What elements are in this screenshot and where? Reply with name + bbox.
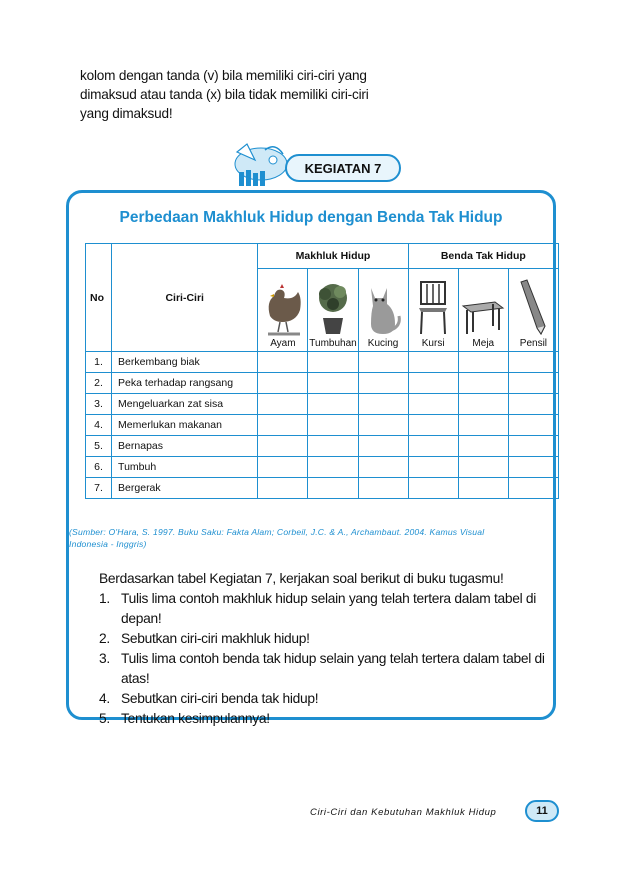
panel-title: Perbedaan Makhluk Hidup dengan Benda Tak Hidup <box>119 209 503 226</box>
answer-cell[interactable] <box>408 478 458 499</box>
page-number: 11 <box>525 800 559 822</box>
answer-cell[interactable] <box>358 478 408 499</box>
item-label: Pensil <box>519 338 548 349</box>
answer-cell[interactable] <box>358 457 408 478</box>
source-citation <box>69 526 559 550</box>
answer-cell[interactable] <box>458 415 508 436</box>
question-item <box>99 649 559 689</box>
row-number: 1. <box>86 352 112 373</box>
item-kursi <box>408 269 458 352</box>
questions <box>99 569 559 729</box>
question-number: 4. <box>99 691 110 706</box>
header-no: No <box>86 244 112 352</box>
table-icon <box>461 292 505 336</box>
running-title: Ciri-Ciri dan Kebutuhan Makhluk Hidup <box>310 807 497 818</box>
answer-cell[interactable] <box>508 415 558 436</box>
row-trait: Bergerak <box>112 478 258 499</box>
answer-cell[interactable] <box>458 457 508 478</box>
answer-cell[interactable] <box>258 478 308 499</box>
row-number: 4. <box>86 415 112 436</box>
answer-cell[interactable] <box>258 415 308 436</box>
answer-cell[interactable] <box>358 352 408 373</box>
intro-paragraph <box>80 66 440 123</box>
table-row <box>86 373 559 394</box>
table-row <box>86 394 559 415</box>
table-row <box>86 457 559 478</box>
pencil-icon <box>515 278 551 336</box>
row-number: 6. <box>86 457 112 478</box>
question-item <box>99 709 559 729</box>
answer-cell[interactable] <box>408 352 458 373</box>
row-trait: Mengeluarkan zat sisa <box>112 394 258 415</box>
question-number: 1. <box>99 591 110 606</box>
question-text: Sebutkan ciri-ciri benda tak hidup! <box>121 691 319 706</box>
answer-cell[interactable] <box>458 436 508 457</box>
intro-line: dimaksud atau tanda (x) bila tidak memiliki ciri-ciri <box>80 87 369 102</box>
question-text: Sebutkan ciri-ciri makhluk hidup! <box>121 631 310 646</box>
answer-cell[interactable] <box>308 415 358 436</box>
answer-cell[interactable] <box>408 394 458 415</box>
question-text: Tulis lima contoh makhluk hidup selain yang telah tertera dalam tabel di depan! <box>121 591 537 626</box>
intro-line: kolom dengan tanda (v) bila memiliki ciri-ciri yang <box>80 68 367 83</box>
answer-cell[interactable] <box>308 394 358 415</box>
item-tumbuhan <box>308 269 358 352</box>
question-number: 3. <box>99 651 110 666</box>
item-label: Kucing <box>367 338 399 349</box>
question-item <box>99 689 559 709</box>
answer-cell[interactable] <box>458 352 508 373</box>
question-list <box>99 589 559 729</box>
answer-cell[interactable] <box>508 394 558 415</box>
row-trait: Berkembang biak <box>112 352 258 373</box>
answer-cell[interactable] <box>458 394 508 415</box>
table-row <box>86 415 559 436</box>
question-number: 2. <box>99 631 110 646</box>
answer-cell[interactable] <box>308 457 358 478</box>
answer-cell[interactable] <box>408 373 458 394</box>
activity-badge: KEGIATAN 7 <box>285 154 401 182</box>
source-line: Indonesia - Inggris) <box>69 539 147 549</box>
table-row <box>86 352 559 373</box>
answer-cell[interactable] <box>508 436 558 457</box>
answer-cell[interactable] <box>458 478 508 499</box>
item-label: Meja <box>472 338 495 349</box>
question-text: Tulis lima contoh benda tak hidup selain yang telah tertera dalam tabel di atas! <box>121 651 545 686</box>
item-pensil <box>508 269 558 352</box>
question-text: Tentukan kesimpulannya! <box>121 711 270 726</box>
answer-cell[interactable] <box>358 373 408 394</box>
answer-cell[interactable] <box>358 415 408 436</box>
answer-cell[interactable] <box>408 457 458 478</box>
item-meja <box>458 269 508 352</box>
activity-header <box>225 140 405 192</box>
intro-line: yang dimaksud! <box>80 106 173 121</box>
item-kucing <box>358 269 408 352</box>
row-number: 7. <box>86 478 112 499</box>
item-label: Kursi <box>421 338 445 349</box>
answer-cell[interactable] <box>258 394 308 415</box>
row-trait: Tumbuh <box>112 457 258 478</box>
question-item <box>99 629 559 649</box>
row-trait: Bernapas <box>112 436 258 457</box>
question-item <box>99 589 559 629</box>
answer-cell[interactable] <box>308 373 358 394</box>
table-row <box>86 436 559 457</box>
item-label: Ayam <box>270 338 296 349</box>
question-number: 5. <box>99 711 110 726</box>
row-trait: Memerlukan makanan <box>112 415 258 436</box>
item-label: Tumbuhan <box>309 338 357 349</box>
answer-cell[interactable] <box>408 436 458 457</box>
answer-cell[interactable] <box>508 373 558 394</box>
chicken-icon <box>260 282 306 336</box>
row-number: 3. <box>86 394 112 415</box>
activity-table <box>85 243 559 499</box>
answer-cell[interactable] <box>358 436 408 457</box>
answer-cell[interactable] <box>358 394 408 415</box>
activity-panel <box>66 190 556 726</box>
plant-icon <box>313 280 353 336</box>
answer-cell[interactable] <box>308 478 358 499</box>
answer-cell[interactable] <box>508 457 558 478</box>
chair-icon <box>415 278 451 336</box>
answer-cell[interactable] <box>258 352 308 373</box>
row-trait: Peka terhadap rangsang <box>112 373 258 394</box>
answer-cell[interactable] <box>508 478 558 499</box>
header-ciri: Ciri-Ciri <box>112 244 258 352</box>
source-line: (Sumber: O'Hara, S. 1997. Buku Saku: Fakta Alam; Corbeil, J.C. & A., Archambaut. 2004. Kamus Visual <box>69 527 485 537</box>
item-ayam <box>258 269 308 352</box>
answer-cell[interactable] <box>258 457 308 478</box>
header-living: Makhluk Hidup <box>258 244 408 269</box>
answer-cell[interactable] <box>258 373 308 394</box>
row-number: 5. <box>86 436 112 457</box>
answer-cell[interactable] <box>308 436 358 457</box>
answer-cell[interactable] <box>258 436 308 457</box>
row-number: 2. <box>86 373 112 394</box>
questions-lead: Berdasarkan tabel Kegiatan 7, kerjakan soal berikut di buku tugasmu! <box>99 571 504 586</box>
answer-cell[interactable] <box>408 415 458 436</box>
cat-icon <box>361 280 405 336</box>
table-row <box>86 478 559 499</box>
header-nonliving: Benda Tak Hidup <box>408 244 558 269</box>
answer-cell[interactable] <box>458 373 508 394</box>
answer-cell[interactable] <box>308 352 358 373</box>
answer-cell[interactable] <box>508 352 558 373</box>
